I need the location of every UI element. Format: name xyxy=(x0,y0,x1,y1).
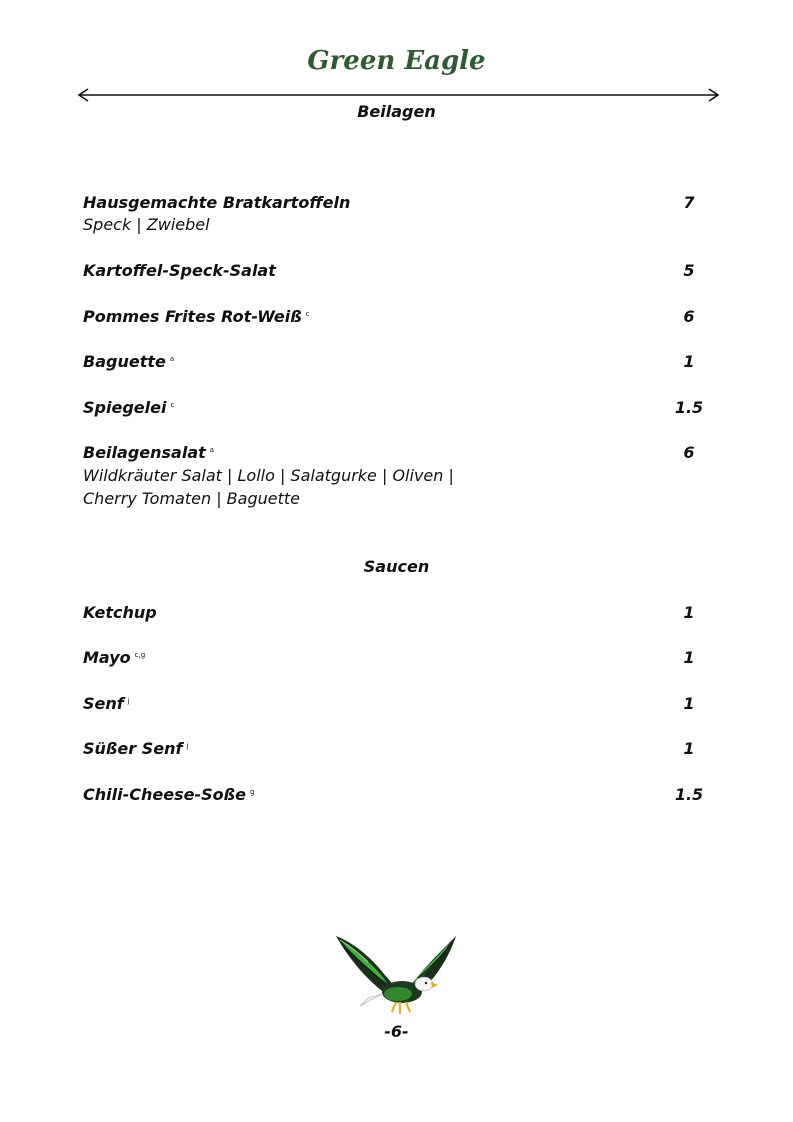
menu-item-price: 7 xyxy=(683,193,695,212)
page-number: -6- xyxy=(384,1022,409,1041)
menu-item-description: Speck | Zwiebel xyxy=(83,215,210,234)
menu-item-price: 1.5 xyxy=(674,785,704,804)
menu-item-name: Baguette $^a$ xyxy=(83,352,175,371)
menu-item-description: Cherry Tomaten | Baguette xyxy=(83,489,300,508)
menu-item-name: Pommes Frites Rot-Weiß $^c$ xyxy=(83,307,310,326)
menu-item-price: 1.5 xyxy=(674,398,704,417)
menu-item-name: Senf $^j$ xyxy=(83,694,130,713)
allergen-codes: c xyxy=(170,401,175,409)
section-heading-beilagen: Beilagen xyxy=(357,102,436,121)
menu-item-name: Mayo $^{c,g}$ xyxy=(83,648,146,667)
menu-item-price: 6 xyxy=(683,443,695,462)
menu-item-price: 1 xyxy=(683,739,695,758)
menu-item-price: 1 xyxy=(683,648,695,667)
allergen-codes: j xyxy=(127,697,130,705)
allergen-codes: a xyxy=(209,446,215,454)
menu-item-price: 6 xyxy=(683,307,695,326)
menu-item-name: Ketchup xyxy=(83,603,157,622)
menu-item-price: 1 xyxy=(683,352,695,371)
allergen-codes: c xyxy=(305,310,310,318)
menu-item-name: Kartoffel-Speck-Salat xyxy=(83,261,276,280)
menu-item-name: Süßer Senf $^j$ xyxy=(83,739,189,758)
allergen-codes: j xyxy=(186,742,189,750)
menu-item-name: Spiegelei $^c$ xyxy=(83,398,175,417)
menu-item-price: 5 xyxy=(683,261,695,280)
page-title: Green Eagle xyxy=(307,46,486,76)
allergen-codes: c,g xyxy=(134,651,146,659)
allergen-codes: g xyxy=(249,788,255,796)
menu-item-name: Hausgemachte Bratkartoffeln xyxy=(83,193,351,212)
menu-item-price: 1 xyxy=(683,694,695,713)
menu-item-name: Beilagensalat $^a$ xyxy=(83,443,215,462)
eagle-icon xyxy=(330,930,462,1016)
menu-item-name: Chili-Cheese-Soße $^g$ xyxy=(83,785,255,804)
section-heading-saucen: Saucen xyxy=(363,557,430,576)
menu-item-price: 1 xyxy=(683,603,695,622)
menu-item-description: Wildkräuter Salat | Lollo | Salatgurke | Oliven | xyxy=(83,466,454,485)
allergen-codes: a xyxy=(169,355,175,363)
